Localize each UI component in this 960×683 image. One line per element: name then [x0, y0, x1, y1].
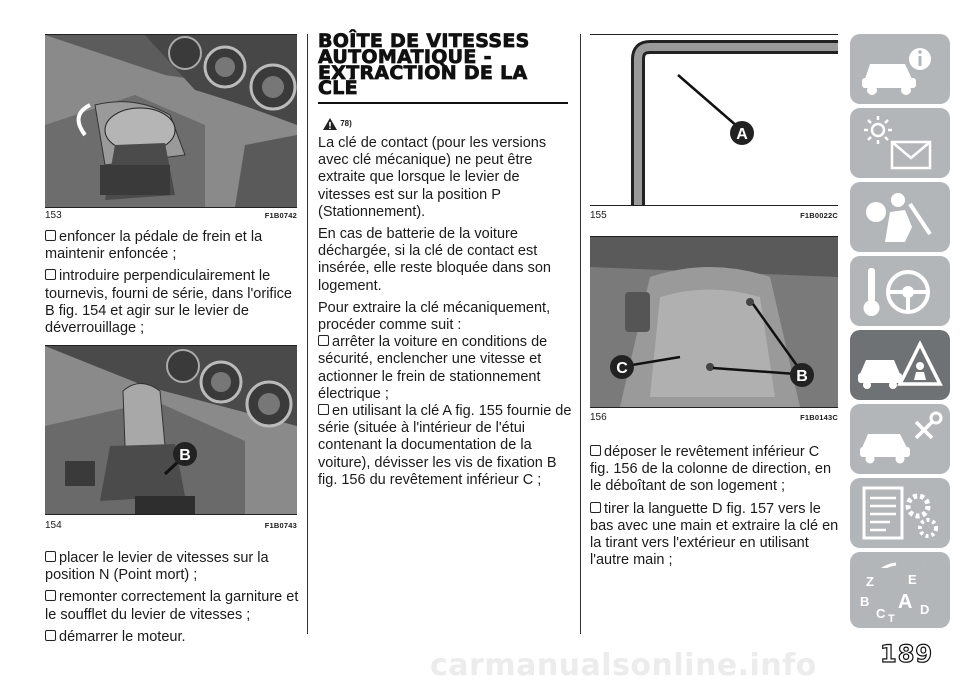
checkbox-icon	[45, 630, 56, 641]
warning-triangle-icon	[322, 117, 338, 131]
warning-ref-number: 78)	[340, 119, 352, 129]
col1-bullet-2: introduire perpendiculairement le tournevis, fourni de série, dans l'orifice B fig. 154 et agir sur le levier de déverrouillage ;	[45, 268, 292, 337]
figure-155-caption	[590, 210, 838, 221]
col1-bullet-3: placer le levier de vitesses sur la position N (Point mort) ;	[45, 550, 269, 584]
airbag-safety-icon	[850, 182, 950, 252]
checkbox-icon	[318, 335, 329, 346]
technical-data-icon	[850, 478, 950, 548]
figure-153-code: F1B0742	[264, 211, 297, 220]
col1-text-bottom	[45, 550, 299, 651]
index-letter-e: E	[908, 572, 917, 587]
warning-reference	[322, 117, 352, 131]
checkbox-icon	[45, 551, 56, 562]
car-maintenance-icon	[850, 404, 950, 474]
figure-154-number: 154	[45, 520, 62, 531]
checkbox-icon	[45, 230, 56, 241]
index-letter-t: T	[888, 613, 895, 625]
sidebar-item-dashboard-lights[interactable]	[850, 108, 950, 178]
figure-155-number: 155	[590, 210, 607, 221]
key-steering-icon	[850, 256, 950, 326]
figure-154-image	[45, 345, 297, 515]
col2-text	[318, 135, 572, 494]
car-info-icon	[850, 34, 950, 104]
emergency-breakdown-icon	[850, 330, 950, 400]
index-letter-d: D	[920, 602, 930, 617]
figure-153-image	[45, 34, 297, 208]
figure-154-code: F1B0743	[264, 521, 297, 530]
watermark: carmanualsonline.info	[430, 648, 817, 683]
figure-156-caption	[590, 412, 838, 423]
sidebar-item-technical-data[interactable]	[850, 478, 950, 548]
sidebar-item-airbag-safety[interactable]	[850, 182, 950, 252]
column-divider-2	[580, 34, 581, 634]
col1-bullet-4: remonter correctement la garniture et le soufflet du levier de vitesses ;	[45, 589, 299, 623]
col1-bullet-5: démarrer le moteur.	[45, 629, 299, 646]
index-letter-a: A	[898, 591, 913, 613]
checkbox-icon	[45, 590, 56, 601]
col2-bullet-2: en utilisant la clé A fig. 155 fournie de série (située à l'intérieur de l'étui contenant la documentation de la voiture), dévisser les vis de fixation B fig. 156 du revêtement inférieur C ;	[318, 403, 572, 488]
title-underline	[318, 102, 568, 104]
index-icon	[850, 568, 950, 628]
figure-153-number: 153	[45, 210, 62, 221]
col2-bullet-1: arrêter la voiture en conditions de sécurité, enclencher une vitesse et actionner le frein de stationnement électrique ;	[318, 334, 548, 402]
figure-154-label-b: B	[179, 447, 191, 464]
dashboard-lights-icon	[850, 108, 950, 178]
sidebar-item-key-steering[interactable]	[850, 256, 950, 326]
checkbox-icon	[45, 269, 56, 280]
sidebar-item-car-info[interactable]	[850, 34, 950, 104]
page-number: 189	[880, 640, 934, 668]
column-divider-1	[307, 34, 308, 634]
figure-156-code: F1B0143C	[800, 413, 838, 422]
figure-153-caption	[45, 210, 297, 221]
figure-154-caption	[45, 520, 297, 531]
col3-bullet-1: déposer le revêtement inférieur C fig. 156 de la colonne de direction, en le déboîtant de son logement ;	[590, 444, 832, 495]
figure-156-label-b: B	[796, 368, 808, 385]
col3-bullet-2: tirer la languette D fig. 157 vers le bas avec une main et extraire la clé en la tirant vers l'extérieur en utilisant l'autre main ;	[590, 500, 839, 569]
figure-155-label-a: A	[736, 126, 748, 143]
index-letter-c: C	[876, 606, 886, 621]
col3-text	[590, 444, 842, 574]
sidebar-item-index[interactable]	[850, 568, 950, 628]
section-title: BOÎTE DE VITESSES AUTOMATIQUE - EXTRACTION DE LA CLÉ	[318, 30, 530, 100]
sidebar-item-emergency[interactable]	[850, 330, 950, 400]
index-letter-b: B	[860, 594, 870, 609]
sidebar-item-car-maintenance[interactable]	[850, 404, 950, 474]
figure-155-code: F1B0022C	[800, 211, 838, 220]
checkbox-icon	[318, 404, 329, 415]
checkbox-icon	[590, 445, 601, 456]
col2-paragraph-3: Pour extraire la clé mécaniquement, procéder comme suit :	[318, 299, 551, 334]
figure-156-label-c: C	[616, 360, 628, 377]
figure-156-image	[590, 236, 838, 408]
checkbox-icon	[590, 502, 601, 513]
col2-paragraph-2: En cas de batterie de la voiture déchargée, si la clé de contact est insérée, elle reste bloquée dans son logement.	[318, 226, 551, 294]
col1-text-top	[45, 229, 299, 342]
figure-155-image	[590, 34, 838, 206]
col1-bullet-1: enfoncer la pédale de frein et la maintenir enfoncée ;	[45, 229, 263, 263]
index-letter-z: Z	[866, 574, 874, 589]
col2-paragraph-1: La clé de contact (pour les versions avec clé mécanique) ne peut être extraite que lorsque le levier de vitesses est sur la position P (Stationnement).	[318, 135, 547, 220]
figure-156-number: 156	[590, 412, 607, 423]
